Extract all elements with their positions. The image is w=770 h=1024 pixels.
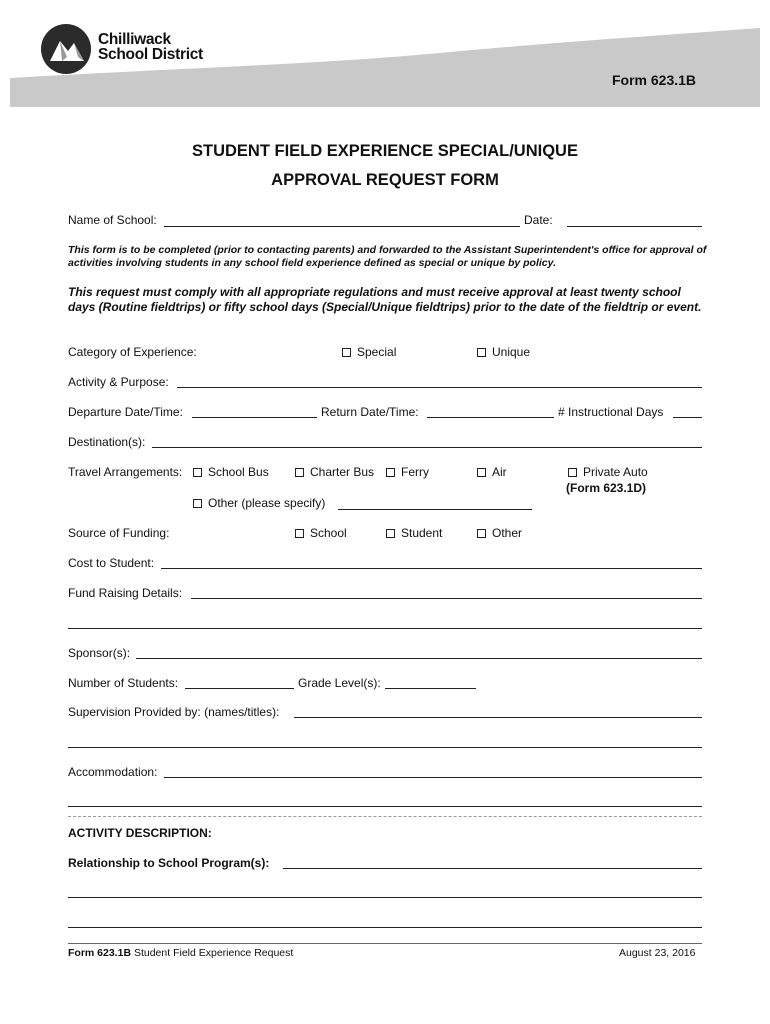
travel-private-auto-option[interactable] <box>568 465 648 479</box>
footer-divider <box>68 943 702 944</box>
category-label: Category of Experience: <box>68 345 197 359</box>
instructional-days-field[interactable] <box>673 417 702 418</box>
travel-charter-bus-option[interactable] <box>295 465 374 479</box>
travel-other-label: Other (please specify) <box>208 496 326 510</box>
form-number: Form 623.1B <box>612 72 697 88</box>
checkbox-icon[interactable] <box>477 348 486 357</box>
checkbox-icon[interactable] <box>386 468 395 477</box>
checkbox-icon[interactable] <box>295 529 304 538</box>
travel-air-label: Air <box>492 465 507 479</box>
footer-form-name: Student Field Experience Request <box>133 947 294 959</box>
travel-school-bus-option[interactable] <box>193 465 269 479</box>
footer-date: August 23, 2016 <box>619 947 696 959</box>
funding-other-label: Other <box>492 526 523 540</box>
num-students-label: Number of Students: <box>68 676 179 690</box>
travel-other-option[interactable] <box>193 496 325 510</box>
cost-label: Cost to Student: <box>68 556 155 570</box>
supervision-field[interactable] <box>294 717 702 718</box>
funding-student-option[interactable] <box>386 526 442 540</box>
funding-school-option[interactable] <box>295 526 347 540</box>
travel-label: Travel Arrangements: <box>68 465 183 479</box>
activity-purpose-label: Activity & Purpose: <box>68 375 169 389</box>
accommodation-label: Accommodation: <box>68 765 158 779</box>
return-label: Return Date/Time: <box>321 405 419 419</box>
checkbox-icon[interactable] <box>477 468 486 477</box>
sponsors-field[interactable] <box>136 658 702 659</box>
instructional-days-label: # Instructional Days <box>558 405 664 419</box>
activity-description-heading: ACTIVITY DESCRIPTION: <box>68 826 212 840</box>
district-name <box>98 32 203 62</box>
category-special-label: Special <box>357 345 397 359</box>
footer-form-label <box>68 947 293 959</box>
district-logo-icon <box>40 23 92 75</box>
sponsors-label: Sponsor(s): <box>68 646 131 660</box>
date-field[interactable] <box>567 226 702 227</box>
destination-label: Destination(s): <box>68 435 146 449</box>
destination-field[interactable] <box>152 447 702 448</box>
accommodation-field-line2[interactable] <box>68 806 702 807</box>
cost-field[interactable] <box>161 568 702 569</box>
fund-raising-field[interactable] <box>191 598 702 599</box>
travel-air-option[interactable] <box>477 465 507 479</box>
travel-charter-bus-label: Charter Bus <box>310 465 375 479</box>
instruction-note: This form is to be completed (prior to contacting parents) and forwarded to the Assistant Superintendent's office for approval of activities involving students in any school field experience defined as special or unique by policy. <box>68 244 707 269</box>
checkbox-icon[interactable] <box>295 468 304 477</box>
school-name-label: Name of School: <box>68 213 157 227</box>
checkbox-icon[interactable] <box>386 529 395 538</box>
funding-other-option[interactable] <box>477 526 522 540</box>
travel-other-field[interactable] <box>338 509 532 510</box>
relationship-field[interactable] <box>283 868 702 869</box>
fund-raising-field-line2[interactable] <box>68 628 702 629</box>
travel-private-auto-label: Private Auto <box>583 465 648 479</box>
funding-student-label: Student <box>401 526 443 540</box>
checkbox-icon[interactable] <box>193 468 202 477</box>
page-title-line2: APPROVAL REQUEST FORM <box>271 171 499 189</box>
travel-private-auto-form-note: (Form 623.1D) <box>566 481 647 495</box>
checkbox-icon[interactable] <box>568 468 577 477</box>
activity-purpose-field[interactable] <box>177 387 702 388</box>
departure-field[interactable] <box>192 417 317 418</box>
departure-label: Departure Date/Time: <box>68 405 183 419</box>
date-label: Date: <box>524 213 553 227</box>
relationship-label: Relationship to School Program(s): <box>68 856 270 870</box>
footer-form-id: Form 623.1B <box>68 947 132 959</box>
grade-levels-label: Grade Level(s): <box>298 676 381 690</box>
travel-ferry-label: Ferry <box>401 465 429 479</box>
district-name-line2: School District <box>98 46 203 63</box>
return-field[interactable] <box>427 417 554 418</box>
accommodation-field[interactable] <box>164 777 702 778</box>
school-name-field[interactable] <box>164 226 520 227</box>
checkbox-icon[interactable] <box>342 348 351 357</box>
page-title-line1: STUDENT FIELD EXPERIENCE SPECIAL/UNIQUE <box>192 142 578 160</box>
relationship-field-line3[interactable] <box>68 927 702 928</box>
relationship-field-line2[interactable] <box>68 897 702 898</box>
supervision-field-line2[interactable] <box>68 747 702 748</box>
compliance-note: This request must comply with all appropriate regulations and must receive approval at least twenty school days (Routine fieldtrips) or fifty school days (Special/Unique fieldtrips) prior to the date of the fieldtrip or event. <box>68 285 702 314</box>
category-unique-label: Unique <box>492 345 531 359</box>
checkbox-icon[interactable] <box>193 499 202 508</box>
funding-label: Source of Funding: <box>68 526 170 540</box>
category-unique-option[interactable] <box>477 345 530 359</box>
checkbox-icon[interactable] <box>477 529 486 538</box>
num-students-field[interactable] <box>185 688 294 689</box>
district-name-line1: Chilliwack <box>98 31 171 48</box>
category-special-option[interactable] <box>342 345 396 359</box>
grade-levels-field[interactable] <box>385 688 476 689</box>
supervision-label: Supervision Provided by: (names/titles): <box>68 705 280 719</box>
section-divider <box>68 816 702 817</box>
fund-raising-label: Fund Raising Details: <box>68 586 183 600</box>
travel-ferry-option[interactable] <box>386 465 429 479</box>
travel-school-bus-label: School Bus <box>208 465 269 479</box>
funding-school-label: School <box>310 526 347 540</box>
